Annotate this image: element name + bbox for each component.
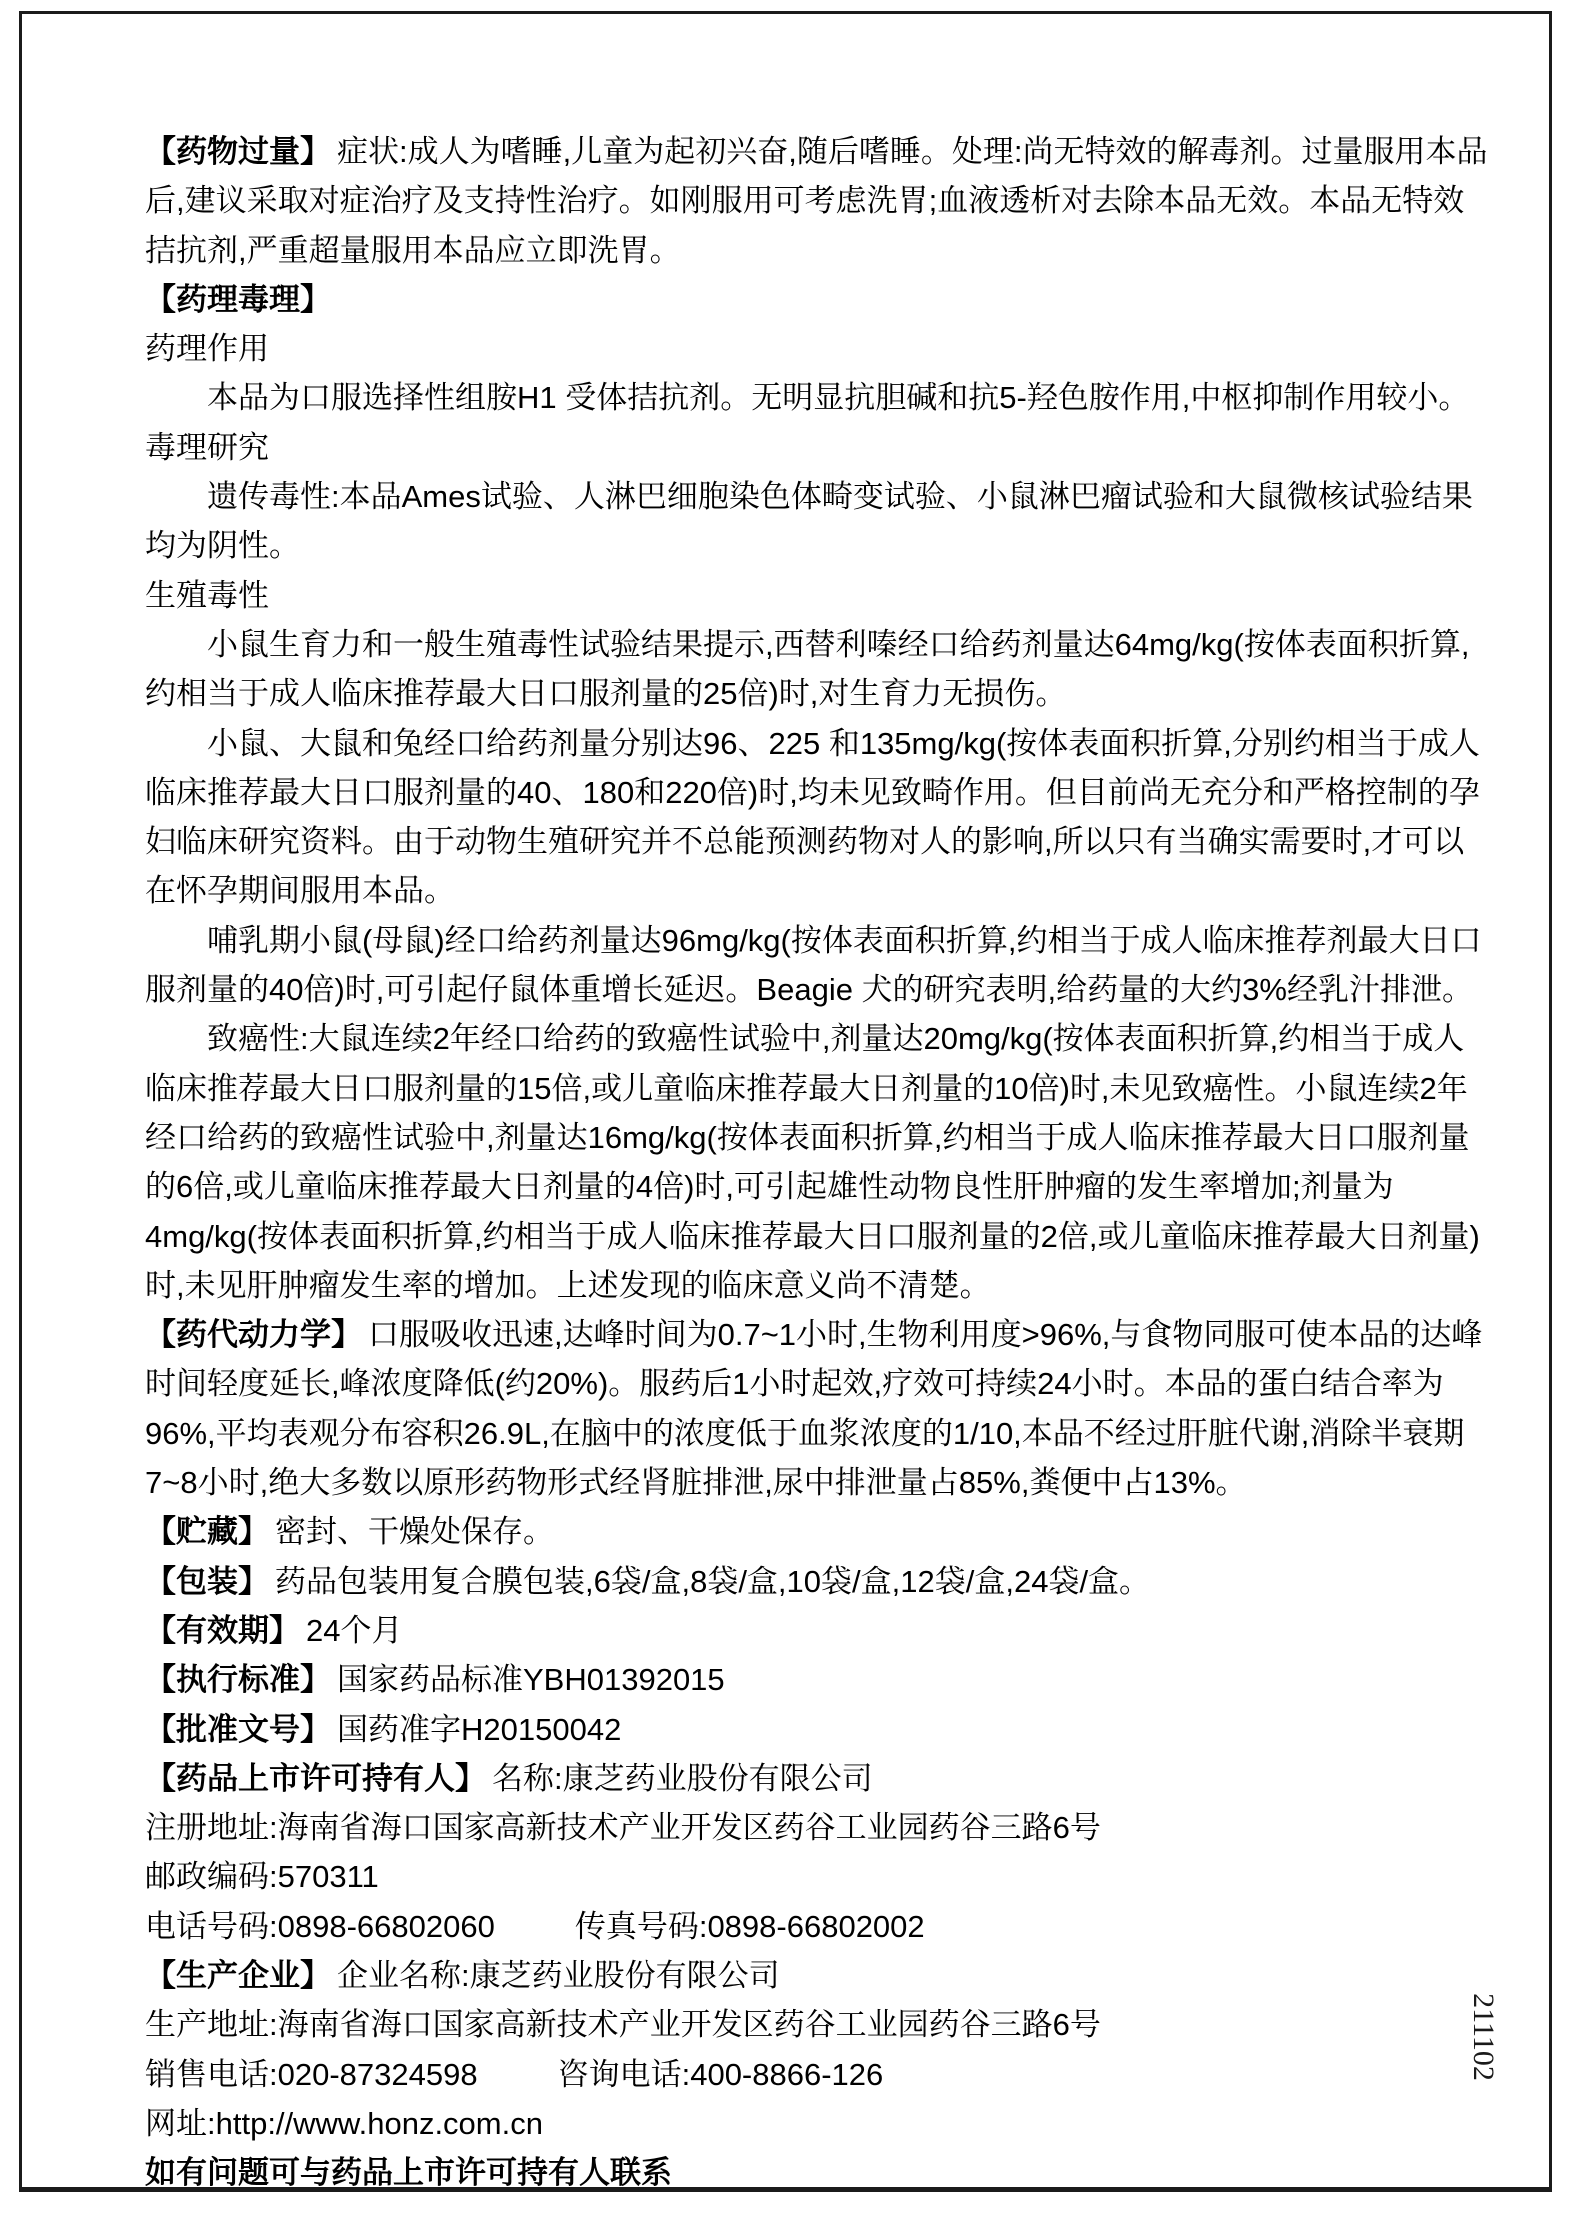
section-label: 【执行标准】 [145,1662,331,1698]
paragraph [145,1951,1491,2000]
paragraph-text: 网址:http://www.honz.com.cn [145,2105,543,2141]
paragraph [145,373,1491,422]
paragraph [145,324,1491,373]
paragraph-text: 24个月 [306,1612,403,1648]
paragraph-text: 密封、干燥处保存。 [275,1514,554,1550]
paragraph-text: 小鼠生育力和一般生殖毒性试验结果提示,西替利嗪经口给药剂量达64mg/kg(按体表面积折算,约相当于成人临床推荐最大日口服剂量的25倍)时,对生育力无损伤。 [145,626,1470,712]
section-label: 【贮藏】 [145,1514,269,1550]
paragraph [145,1655,1491,1704]
section-label: 【药品上市许可持有人】 [145,1760,486,1796]
paragraph-text: 药理作用 [145,331,269,367]
paragraph-text: 口服吸收迅速,达峰时间为0.7~1小时,生物利用度>96%,与食物同服可使本品的达峰时间轻度延长,峰浓度降低(约20%)。服药后1小时起效,疗效可持续24小时。本品的蛋白结合率为96%,平均表观分布容积26.9L,在脑中的浓度低于血浆浓度的1/10,本品不经过肝脏代谢,消除半衰期7~8小时,绝大多数以原形药物形式经肾脏排泄,尿中排泄量占85%,粪便中占13%。 [145,1317,1483,1501]
section-label: 【药代动力学】 [145,1317,362,1353]
paragraph [145,1705,1491,1754]
paragraph-text: 药品包装用复合膜包装,6袋/盒,8袋/盒,10袋/盒,12袋/盒,24袋/盒。 [275,1563,1151,1599]
paragraph [145,1507,1491,1556]
paragraph-text: 销售电话:020-87324598 [145,2056,478,2092]
paragraph [145,1014,1491,1310]
section-label: 【生产企业】 [145,1957,331,1993]
paragraph-text: 传真号码:0898-66802002 [574,1908,925,1944]
paragraph [145,571,1491,620]
paragraph-text: 国家药品标准YBH01392015 [337,1662,725,1698]
paragraph-text: 国药准字H20150042 [337,1711,622,1747]
paragraph-text: 症状:成人为嗜睡,儿童为起初兴奋,随后嗜睡。处理:尚无特效的解毒剂。过量服用本品后,建议采取对症治疗及支持性治疗。如刚服用可考虑洗胃;血液透析对去除本品无效。本品无特效拮抗剂,严重超量服用本品应立即洗胃。 [145,134,1488,268]
paragraph [145,1606,1491,1655]
paragraph [145,1803,1491,1852]
section-label: 【有效期】 [145,1612,300,1648]
paragraph [145,1852,1491,1901]
paragraph-text: 电话号码:0898-66802060 [145,1908,495,1944]
paragraph-text: 遗传毒性:本品Ames试验、人淋巴细胞染色体畸变试验、小鼠淋巴瘤试验和大鼠微核试验结果均为阴性。 [145,479,1473,564]
section-label: 【包装】 [145,1563,269,1599]
paragraph [145,620,1491,719]
paragraph [145,1754,1491,1803]
paragraph-text: 咨询电话:400-8866-126 [557,2056,884,2092]
section-label: 【批准文号】 [145,1711,331,1747]
paragraph-text: 生产地址:海南省海口国家高新技术产业开发区药谷工业园药谷三路6号 [145,2007,1101,2043]
section-label: 【药物过量】 [145,134,331,169]
paragraph [145,2099,1491,2148]
paragraph [145,275,1491,324]
batch-number: 211102 [1467,1993,1500,2081]
paragraph-text: 致癌性:大鼠连续2年经口给药的致癌性试验中,剂量达20mg/kg(按体表面积折算,约相当于成人临床推荐最大日口服剂量的15倍,或儿童临床推荐最大日剂量的10倍)时,未见致癌性。小鼠连续2年经口给药的致癌性试验中,剂量达16mg/kg(按体表面积折算,约相当于成人临床推荐最大日口服剂量的6倍,或儿童临床推荐最大日剂量的4倍)时,可引起雄性动物良性肝肿瘤的发生率增加;剂量为4mg/kg(按体表面积折算,约相当于成人临床推荐最大日口服剂量的2倍,或儿童临床推荐最大日剂量)时,未见肝肿瘤发生率的增加。上述发现的临床意义尚不清楚。 [145,1021,1480,1303]
section-label: 【药理毒理】 [145,281,331,317]
paragraph-text: 名称:康芝药业股份有限公司 [492,1760,873,1796]
paragraph-text: 生殖毒性 [145,577,269,613]
paragraph [145,2050,1491,2099]
paragraph-text: 毒理研究 [145,429,269,465]
paragraph [145,2148,1491,2197]
paragraph [145,916,1491,1015]
paragraph-text: 注册地址:海南省海口国家高新技术产业开发区药谷工业园药谷三路6号 [145,1810,1101,1846]
paragraph-text: 小鼠、大鼠和兔经口给药剂量分别达96、225 和135mg/kg(按体表面积折算,分别约相当于成人临床推荐最大日口服剂量的40、180和220倍)时,均未见致畸作用。但目前尚无充分和严格控制的孕妇临床研究资料。由于动物生殖研究并不总能预测药物对人的影响,所以只有当确实需要时,才可以在怀孕期间服用本品。 [145,725,1480,909]
paragraph [145,1310,1491,1507]
paragraph-text: 哺乳期小鼠(母鼠)经口给药剂量达96mg/kg(按体表面积折算,约相当于成人临床推荐剂最大日口服剂量的40倍)时,可引起仔鼠体重增长延迟。Beagie 犬的研究表明,给药量的大约3%经乳汁排泄。 [145,922,1482,1008]
paragraph [145,127,1491,275]
document-content [145,127,1491,2197]
paragraph-text: 如有问题可与药品上市许可持有人联系 [145,2155,672,2191]
paragraph [145,719,1491,916]
paragraph [145,2000,1491,2049]
paragraph-text: 企业名称:康芝药业股份有限公司 [337,1957,780,1993]
paragraph [145,472,1491,571]
paragraph [145,423,1491,472]
paragraph-text: 邮政编码:570311 [145,1859,379,1895]
paragraph [145,1557,1491,1606]
paragraph [145,1902,1491,1951]
paragraph-text: 本品为口服选择性组胺H1 受体拮抗剂。无明显抗胆碱和抗5-羟色胺作用,中枢抑制作用较小。 [207,380,1470,416]
